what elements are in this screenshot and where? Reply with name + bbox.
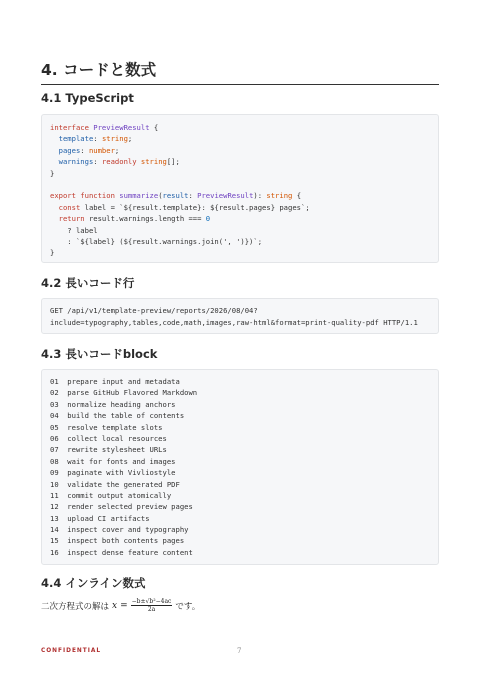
code-token: ): [253,191,267,201]
code-line: 13 upload CI artifacts [50,513,150,523]
code-line: 16 inspect dense feature content [50,547,193,557]
subsection-long-line: 4.2 長いコード行 [41,276,135,290]
page-number: 7 [237,647,242,655]
code-line: 03 normalize heading anchors [50,399,176,409]
code-token: export [50,191,76,201]
code-line: 07 rewrite stylesheet URLs [50,445,167,455]
code-line: 10 validate the generated PDF [50,479,180,489]
code-line: 08 wait for fonts and images [50,456,176,466]
code-block-typescript: interface PreviewResult { template: string; pages: number; warnings: readonly string[]; } export function summarize(result: PreviewResult): string { const label = `${result.template}: ${result.pages} pages`; return result.warnings.length === 0 ? label : `${label} (${result.warnings.join(', ')})`; } [41,114,439,263]
subsection-inline-math: 4.4 インライン数式 [41,576,146,590]
paragraph-text: です。 [175,601,201,612]
inline-math-paragraph [41,598,200,613]
code-line: 09 paginate with Vivliostyle [50,468,176,478]
code-token: template [58,134,94,144]
code-token: const [58,202,81,212]
code-token: ; [127,134,133,144]
code-token: pages [58,145,81,155]
code-line: } [50,248,55,258]
paragraph-text: 二次方程式の解は [41,601,110,612]
code-token: { [149,123,159,132]
subsection-typescript: 4.1 TypeScript [41,91,134,105]
code-block-long-block [41,369,439,565]
code-line: 14 inspect cover and typography [50,525,189,535]
code-token: summarize [119,191,159,201]
code-token: string [266,191,293,201]
code-token: return [58,214,85,224]
code-line: 05 resolve template slots [50,422,163,432]
code-token: ( [158,191,163,201]
section-title: 4. コードと数式 [41,58,439,85]
code-line: ? label [50,225,98,235]
code-token: readonly [101,157,137,167]
math-fraction [131,598,173,613]
code-token: interface [50,123,89,132]
code-token: result.warnings.length === [84,214,206,224]
code-token: function [80,191,115,201]
subsection-long-block: 4.3 長いコードblock [41,347,158,361]
code-token: PreviewResult [197,191,254,201]
code-token: warnings [58,157,94,167]
math-numerator: −b±√b²−4ac [131,598,172,605]
code-line: 11 commit output atomically [50,490,172,500]
code-line: 06 collect local resources [50,433,167,443]
code-block-long-line [41,298,439,334]
code-line: : `${label} (${result.warnings.join(', ')})`; [50,236,263,246]
code-token: label = `${result.template}: ${result.pages} pages`; [80,202,310,212]
code-line: include=typography,tables,code,math,images,raw-html&format=print-quality-pdf HTTP/1.1 [50,318,418,327]
code-token: ; [114,145,120,155]
code-token: { [292,191,302,201]
code-line: } [50,168,55,178]
code-token: string [140,157,167,167]
code-line: 04 build the table of contents [50,411,185,421]
code-token: PreviewResult [93,123,150,132]
math-denominator: 2a [147,606,156,613]
math-equals: = [120,600,128,611]
code-line-blank [50,179,430,190]
code-token: 0 [205,214,211,224]
code-line: 12 render selected preview pages [50,502,193,512]
code-line: 15 inspect both contents pages [50,536,185,546]
code-line: 02 parse GitHub Flavored Markdown [50,388,198,398]
code-token: result [162,191,189,201]
code-token: : [188,191,198,201]
math-variable: x [112,600,118,611]
code-token: string [101,134,128,144]
code-token: []; [166,157,180,167]
code-token: number [88,145,115,155]
code-line: 01 prepare input and metadata [50,377,180,386]
footer-confidential-label: CONFIDENTIAL [41,648,102,654]
code-line: GET /api/v1/template-preview/reports/2026/08/04? [50,306,258,315]
